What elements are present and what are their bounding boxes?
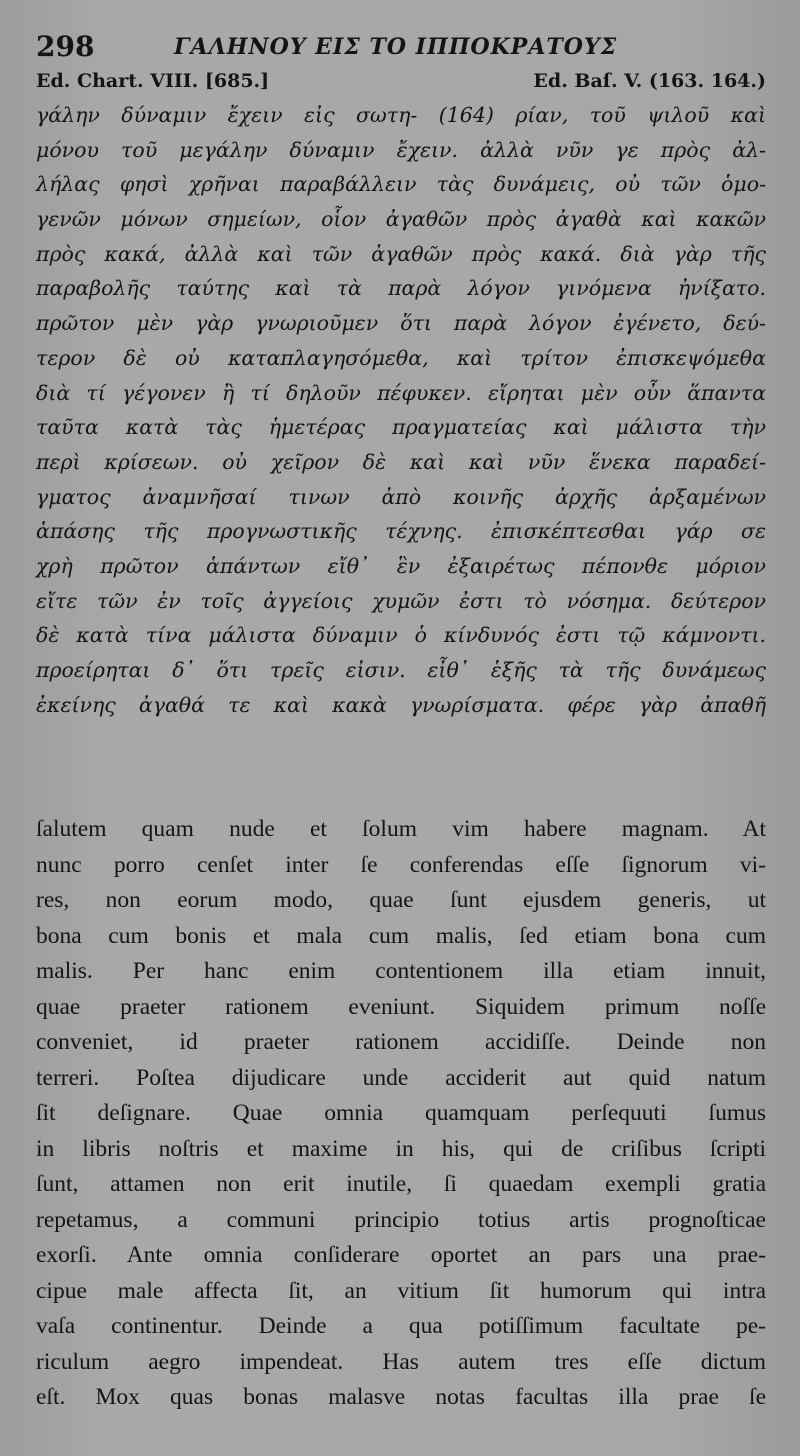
greek-text-line: μόνου τοῦ μεγάλην δύναμιν ἔχειν. ἀλλὰ νῦν γε πρὸς ἀλ- [36,137,766,162]
latin-text-line: res, non eorum modo, quae ſunt ejusdem generis, ut [36,887,766,913]
greek-text-line: ἁπάσης τῆς προγνωστικῆς τέχνης. ἐπισκέπτεσθαι γάρ σε [36,519,766,544]
edition-reference-basel: Ed. Baſ. V. (163. 164.) [533,70,766,92]
greek-text-line: γάλην δύναμιν ἔχειν εἰς σωτη- (164) ρίαν, τοῦ ψιλοῦ καὶ [36,103,766,127]
latin-text-line: ſunt, attamen non erit inutile, ſi quaedam exempli gratia [36,1171,766,1197]
greek-text-line: περὶ κρίσεων. οὐ χεῖρον δὲ καὶ καὶ νῦν ἕνεκα παραδεί- [36,449,766,474]
greek-text-line: προείρηται δ᾽ ὅτι τρεῖς εἰσιν. εἶθ᾽ ἑξῆς τὰ τῆς δυνάμεως [36,658,766,682]
page-header [36,28,766,68]
latin-text-line: ſit deſignare. Quae omnia quamquam perſequuti ſumus [36,1100,766,1126]
latin-text-line: cipue male affecta ſit, an vitium ſit humorum qui intra [36,1277,766,1304]
edition-reference-line [36,70,766,98]
latin-text-line: conveniet, id praeter rationem accidiſſe. Deinde non [36,1029,766,1055]
greek-text-line: πρὸς κακά, ἀλλὰ καὶ τῶν ἀγαθῶν πρὸς κακά. διὰ γὰρ τῆς [36,241,766,266]
greek-text-line: εἴτε τῶν ἐν τοῖς ἀγγείοις χυμῶν ἐστι τὸ νόσημα. δεύτερον [36,588,766,613]
latin-text-line: malis. Per hanc enim contentionem illa etiam innuit, [36,958,766,984]
latin-text-line: nunc porro cenſet inter ſe conferendas eſſe ſignorum vi- [36,851,766,878]
latin-text-line: in libris noſtris et maxime in his, qui de criſibus ſcripti [36,1135,766,1162]
edition-reference-chartier: Ed. Chart. VIII. [685.] [36,70,270,92]
greek-text-line: γματος ἀναμνῆσαί τινων ἀπὸ κοινῆς ἀρχῆς ἀρξαμένων [36,484,766,509]
latin-text-line: vaſa continentur. Deinde a qua potiſſimum facultate pe- [36,1313,766,1339]
latin-text-line: repetamus, a communi principio totius artis prognoſticae [36,1206,766,1233]
greek-text-line: ἐκείνης ἀγαθά τε καὶ κακὰ γνωρίσματα. φέρε γὰρ ἀπαθῆ [36,692,766,717]
greek-text-line: παραβολῆς ταύτης καὶ τὰ παρὰ λόγον γινόμενα ἠνίξατο. [36,276,766,301]
latin-text-line: riculum aegro impendeat. Has autem tres eſſe dictum [36,1348,766,1375]
running-title: ΓΑΛΗΝΟΥ ΕΙΣ ΤΟ ΙΠΠΟΚΡΑΤΟΥΣ [174,34,618,60]
greek-text-line: λήλας φησὶ χρῆναι παραβάλλειν τὰς δυνάμεις, οὐ τῶν ὁμο- [36,172,766,197]
greek-text-line: χρὴ πρῶτον ἁπάντων εἴθ᾽ ἓν ἐξαιρέτως πέπονθε μόριον [36,553,766,578]
latin-text-line: bona cum bonis et mala cum malis, ſed etiam bona cum [36,922,766,949]
greek-text-block [36,98,766,722]
greek-text-line: ταῦτα κατὰ τὰς ἡμετέρας πραγματείας καὶ μάλιστα τὴν [36,415,766,440]
latin-text-line: quae praeter rationem eveniunt. Siquidem primum noſſe [36,993,766,1020]
greek-text-line: πρῶτον μὲν γὰρ γνωριοῦμεν ὅτι παρὰ λόγον ἐγένετο, δεύ- [36,311,766,336]
greek-text-line: γενῶν μόνων σημείων, οἷον ἀγαθῶν πρὸς ἀγαθὰ καὶ κακῶν [36,207,766,232]
greek-text-line: δὲ κατὰ τίνα μάλιστα δύναμιν ὁ κίνδυνός ἐστι τῷ κάμνοντι. [36,623,766,648]
latin-text-line: terreri. Poſtea dijudicare unde acciderit aut quid natum [36,1064,766,1091]
page-number: 298 [36,30,95,63]
latin-text-line: exorſi. Ante omnia conſiderare oportet an pars una prae- [36,1242,766,1268]
latin-text-block [36,812,766,1416]
greek-text-line: διὰ τί γέγονεν ἢ τί δηλοῦν πέφυκεν. εἴρηται μὲν οὖν ἅπαντα [36,380,766,405]
latin-text-line: ſalutem quam nude et ſolum vim habere magnam. At [36,816,766,842]
greek-text-line: τερον δὲ οὐ καταπλαγησόμεθα, καὶ τρίτον ἐπισκεψόμεθα [36,345,766,370]
latin-text-line: eſt. Mox quas bonas malasve notas facultas illa prae ſe [36,1384,766,1410]
